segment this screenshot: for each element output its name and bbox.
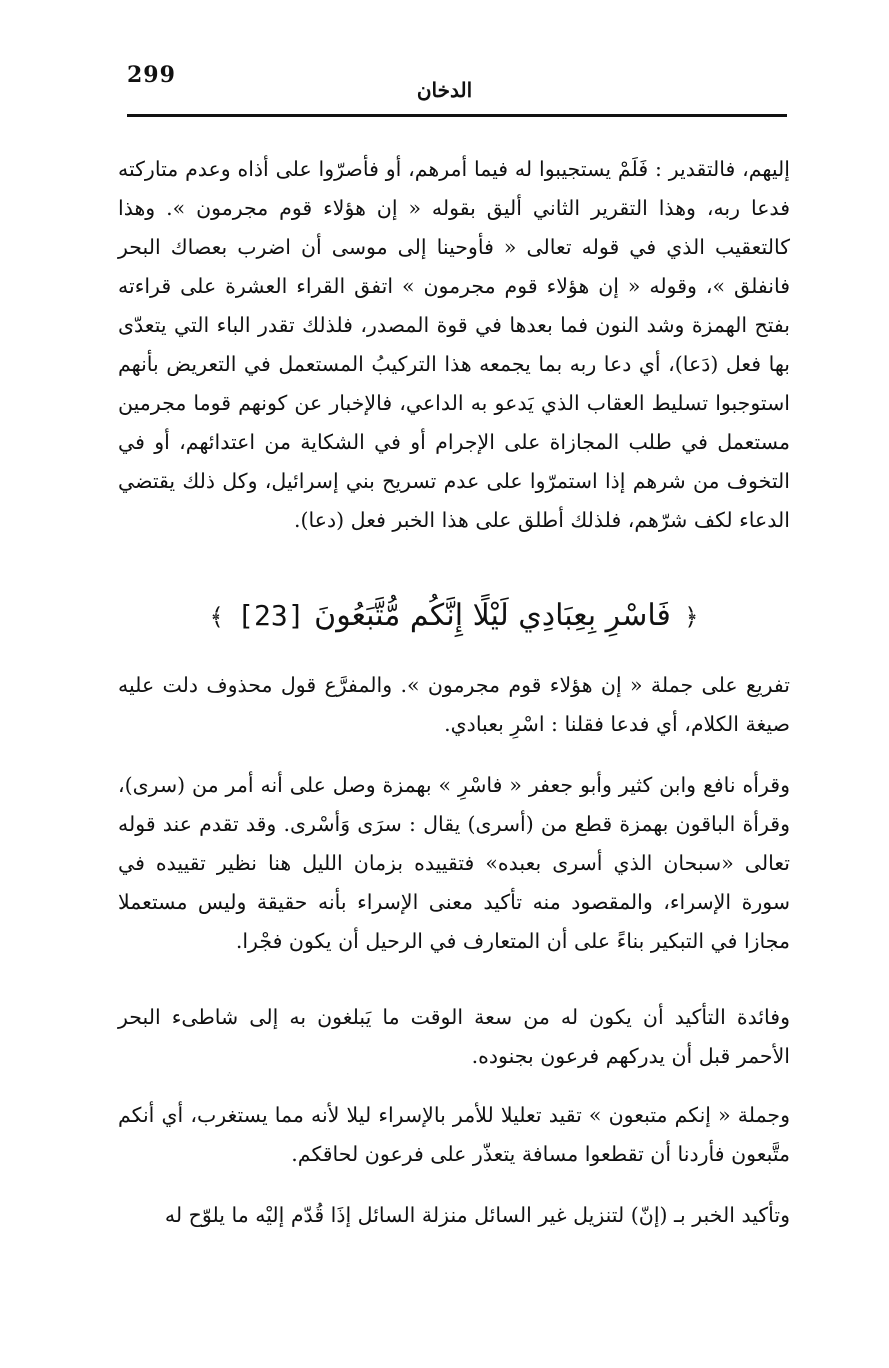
paragraph-text: تفريع على جملة « إن هؤلاء قوم مجرمون ». والمفرَّع قول محذوف دلت عليه صيغة الكلام، أي فدعا فقلنا : اسْرِ بعبادي. [118, 673, 790, 736]
paragraph-text: وقرأه نافع وابن كثير وأبو جعفر « فاسْرِ » بهمزة وصل على أنه أمر من (سرى)، وقرأة الباقون بهمزة قطع من (أسرى) يقال : سرَى وَأسْرى. وقد تقدم عند قوله تعالى «سبحان الذي أسرى بعبده» فتقييده بزمان الليل هنا نظير تقييده في سورة الإسراء، والمقصود منه تأكيد معنى الإسراء بأنه حقيقة وليس مستعملا مجازا في التبكير بناءً على أن المتعارف في الرحيل أن يكون فجْرا. [118, 773, 790, 953]
commentary-paragraph-5 [118, 1096, 790, 1174]
paragraph-text: وفائدة التأكيد أن يكون له من سعة الوقت ما يَبلغون به إلى شاطىء البحر الأحمر قبل أن يدركهم فرعون بجنوده. [118, 1005, 790, 1068]
paragraph-text: وجملة « إنكم متبعون » تقيد تعليلا للأمر بالإسراء ليلا لأنه مما يستغرب، أي أنكم متَّبعون فأردنا أن تقطعوا مسافة يتعذّر على فرعون لحاقكم. [118, 1103, 790, 1166]
commentary-paragraph-6 [118, 1196, 790, 1235]
header-rule [127, 114, 787, 117]
verse-ornament-close: ﴾ [209, 603, 224, 631]
commentary-paragraph-2 [118, 666, 790, 744]
commentary-paragraph-1 [118, 150, 790, 540]
running-head-title: الدخان [416, 78, 473, 102]
commentary-paragraph-3 [118, 766, 790, 961]
paragraph-text: إليهم، فالتقدير : فَلَمْ يستجيبوا له فيما أمرهم، أو فأصرّوا على أذاه وعدم متاركته فدعا ربه، وهذا التقرير الثاني أليق بقوله « إن هؤلاء قوم مجرمون ». وهذا كالتعقيب الذي في قوله تعالى « فأوحينا إلى موسى أن اضرب بعصاك البحر فانفلق »، وقوله « إن هؤلاء قوم مجرمون » اتفق القراء العشرة على قراءته بفتح الهمزة وشد النون فما بعدها في قوة المصدر، فلذلك تقدر الباء التي يتعدّى بها فعل (دَعا)، أي دعا ربه بما يجمعه هذا التركيبُ المستعمل في التعريض بأنهم استوجبوا تسليط العقاب الذي يَدعو به الداعي، فالإخبار عن كونهم قوما مجرمين مستعمل في طلب المجازاة على الإجرام أو في الشكاية من اعتدائهم، أو في التخوف من شرهم إذا استمرّوا على عدم تسريح بني إسرائيل، وكل ذلك يقتضي الدعاء لكف شرّهم، فلذلك أطلق على هذا الخبر فعل (دعا). [118, 157, 790, 532]
verse-ornament-open: ﴿ [684, 603, 699, 631]
paragraph-text: وتأكيد الخبر بـ (إنّ) لتنزيل غير السائل منزلة السائل إذَا قُدّم إليْه ما يلوّح له [164, 1203, 790, 1227]
verse-text: فَاسْرِ بِعِبَادِي لَيْلًا إِنَّكُم مُّتَّبَعُونَ [314, 598, 671, 633]
commentary-paragraph-4 [118, 998, 790, 1076]
page-number: 299 [127, 62, 176, 88]
verse-number: [23] [237, 599, 305, 632]
quran-verse [118, 588, 790, 645]
